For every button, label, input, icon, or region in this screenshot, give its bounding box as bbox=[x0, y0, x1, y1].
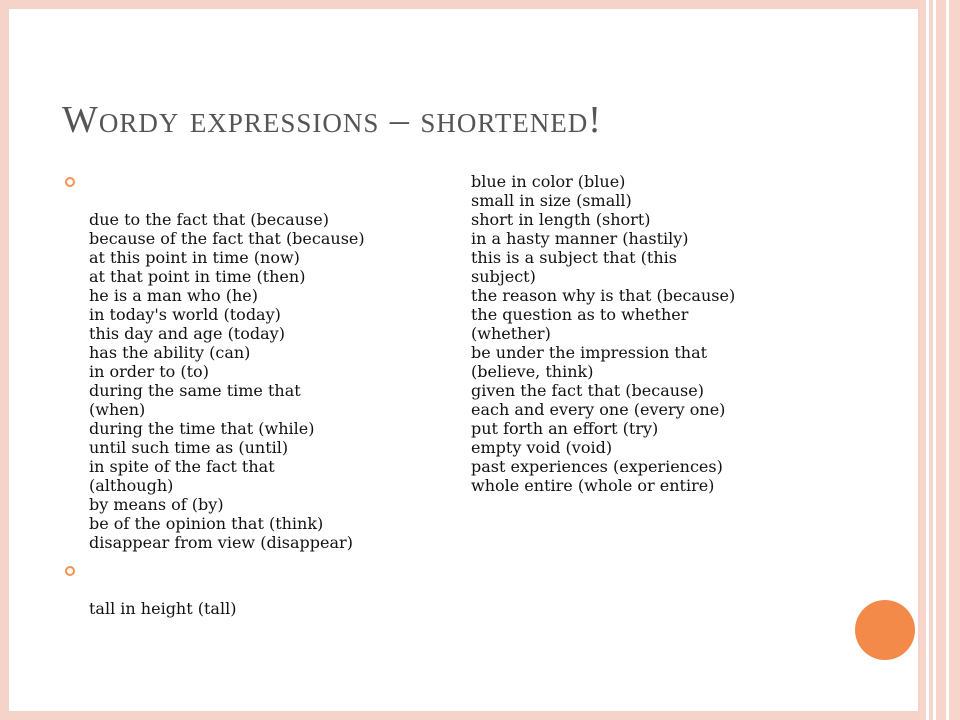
slide-title: Wordy expressions – shortened! bbox=[62, 99, 602, 141]
stripe bbox=[946, 0, 949, 720]
list-item-text: due to the fact that (because) because of the fact that (because) at this point in time (now) at that point in time (then) he is a man who (he) in today's world (today) this day and age (today) has the ability (can) in order to (to) during the same time that (when) during the time that (while) until such time as (until) in spite of the fact that (although) by means of (by) be of the opinion that (think) disappear from view (disappear) bbox=[89, 210, 365, 552]
stripe bbox=[933, 0, 936, 720]
bullet-circle-icon bbox=[65, 566, 75, 576]
orange-circle-decoration bbox=[855, 600, 915, 660]
stripe bbox=[926, 0, 929, 720]
bullet-circle-icon bbox=[65, 177, 75, 187]
right-column-text: blue in color (blue) small in size (small) short in length (short) in a hasty manner (hastily) this is a subject that (this subject) the reason why is that (because) the question as to whether (whether) be under the impression that (believe, think) given the fact that (because) each and every one (every one) put forth an effort (try) empty void (void) past experiences (experiences) whole entire (whole or entire) bbox=[471, 172, 736, 495]
decorative-stripes bbox=[920, 0, 960, 720]
list-item bbox=[62, 561, 482, 618]
list-item-text: tall in height (tall) bbox=[89, 599, 237, 618]
left-bullet-list bbox=[62, 172, 482, 618]
list-item bbox=[62, 172, 482, 552]
